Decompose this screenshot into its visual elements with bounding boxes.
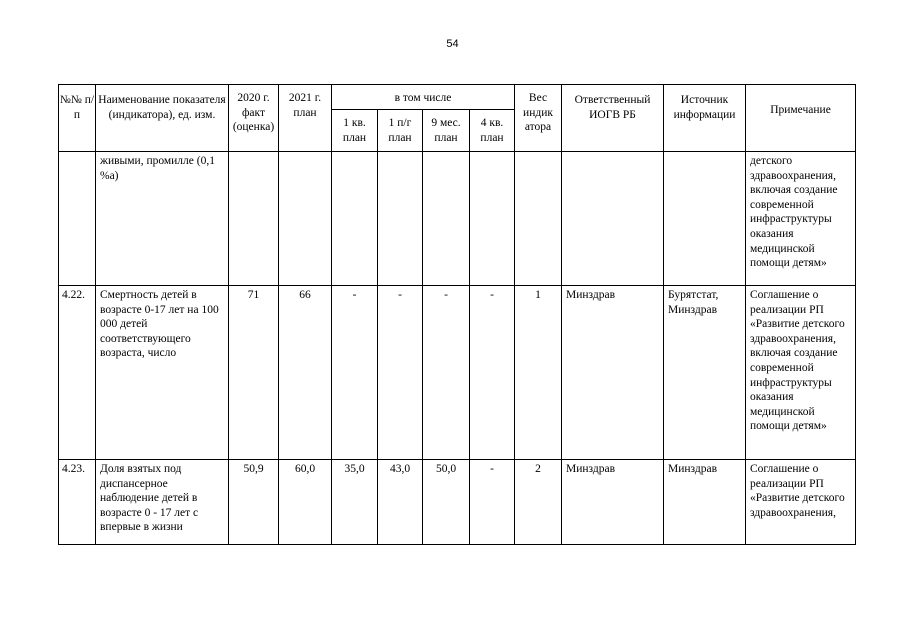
header-q1-plan: 1 кв. план [332, 110, 378, 152]
row-weight [515, 152, 562, 286]
row-num: 4.22. [59, 286, 96, 460]
page-number: 54 [446, 38, 459, 50]
row-name: Доля взятых под диспансерное наблюдение детей в возрасте 0 - 17 лет с впервые в жизни [96, 460, 229, 545]
header-2021-plan: 2021 г. план [279, 85, 332, 152]
table-row [59, 152, 856, 286]
row-q1: 35,0 [332, 460, 378, 545]
header-responsible: Ответственный ИОГВ РБ [562, 85, 664, 152]
row-note: детского здравоохранения, включая создание современной инфраструктуры оказания медицинской помощи детям» [746, 152, 856, 286]
row-2020: 50,9 [229, 460, 279, 545]
row-9m [423, 152, 470, 286]
row-responsible [562, 152, 664, 286]
row-h1 [378, 152, 423, 286]
row-source: Бурятстат, Минздрав [664, 286, 746, 460]
header-row [59, 85, 856, 110]
row-q4: - [470, 460, 515, 545]
row-source [664, 152, 746, 286]
row-name: живыми, промилле (0,1 %a) [96, 152, 229, 286]
row-2020 [229, 152, 279, 286]
row-responsible: Минздрав [562, 460, 664, 545]
header-q4-plan: 4 кв. план [470, 110, 515, 152]
row-source: Минздрав [664, 460, 746, 545]
row-q1 [332, 152, 378, 286]
indicators-table [58, 84, 856, 545]
row-q4 [470, 152, 515, 286]
row-note: Соглашение о реализации РП «Развитие детского здравоохранения, включая создание современной инфраструктуры оказания медицинской помощи детям» [746, 286, 856, 460]
header-including: в том числе [332, 85, 515, 110]
header-num: №№ п/п [59, 85, 96, 152]
row-note: Соглашение о реализации РП «Развитие детского здравоохранения, [746, 460, 856, 545]
header-h1-plan: 1 п/г план [378, 110, 423, 152]
row-2020: 71 [229, 286, 279, 460]
row-9m: - [423, 286, 470, 460]
row-num [59, 152, 96, 286]
header-weight: Вес индик атора [515, 85, 562, 152]
header-source: Источник информации [664, 85, 746, 152]
row-2021 [279, 152, 332, 286]
row-h1: - [378, 286, 423, 460]
row-q1: - [332, 286, 378, 460]
row-9m: 50,0 [423, 460, 470, 545]
header-name: Наименование показателя (индикатора), ед. изм. [96, 85, 229, 152]
row-responsible: Минздрав [562, 286, 664, 460]
row-2021: 66 [279, 286, 332, 460]
header-9m-plan: 9 мес. план [423, 110, 470, 152]
row-weight: 1 [515, 286, 562, 460]
row-weight: 2 [515, 460, 562, 545]
row-h1: 43,0 [378, 460, 423, 545]
header-note: Примечание [746, 85, 856, 152]
table-row [59, 460, 856, 545]
header-2020-fact: 2020 г. факт (оценка) [229, 85, 279, 152]
row-q4: - [470, 286, 515, 460]
row-name: Смертность детей в возрасте 0-17 лет на 100 000 детей соответствующего возраста, число [96, 286, 229, 460]
row-2021: 60,0 [279, 460, 332, 545]
row-num: 4.23. [59, 460, 96, 545]
table-row [59, 286, 856, 460]
